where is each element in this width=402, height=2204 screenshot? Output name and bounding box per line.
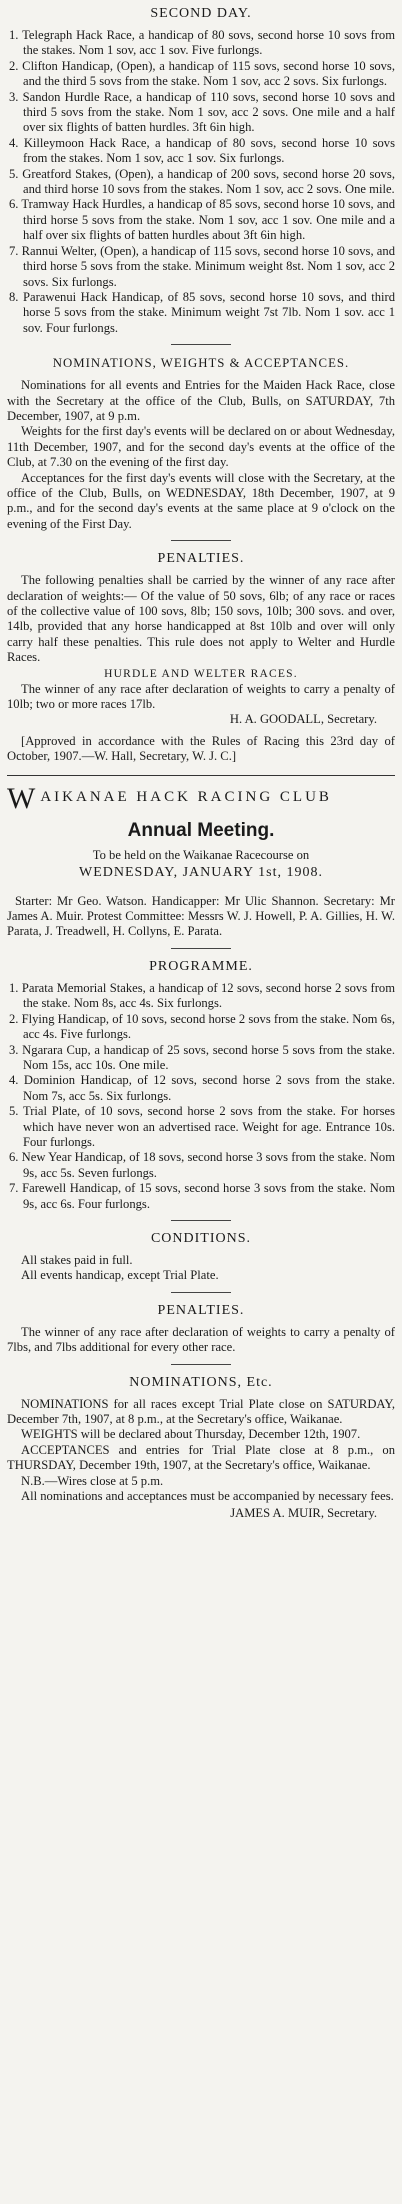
waikanae-penalties-text: The winner of any race after declaration of weights to carry a penalty of 7lbs, and 7lbs additional for every other race. [7,1324,395,1355]
programme-heading: PROGRAMME. [149,958,253,974]
muir-signature: JAMES A. MUIR, Secretary. [230,1506,377,1521]
race-item: 3. Sandon Hurdle Race, a handicap of 110 sovs, second horse 10 sovs and third 5 sovs from the stake. Nom 1 sov, acc 2 sovs. One mile and a half over six flights of batten hurdles. 3ft 6in high. [9,89,395,135]
nominations-paragraph: Nominations for all events and Entries for the Maiden Hack Race, close with the Secretary at the office of the Club, Bulls, on SATURDAY, 7th December, 1907, at 9 p.m. [7,378,395,423]
meeting-date: WEDNESDAY, JANUARY 1st, 1908. [79,865,323,881]
programme-item: 3. Ngarara Cup, a handicap of 25 sovs, second horse 5 sovs from the stake. Nom 15s, acc 10s. One mile. [9,1042,395,1072]
race-item: 2. Clifton Handicap, (Open), a handicap of 115 sovs, second horse 10 sovs, and the third 5 sovs from the stake. Nom 1 sov, acc 2 sovs. Six furlongs. [9,58,395,89]
second-day-heading: SECOND DAY. [150,6,252,21]
acceptances-close: ACCEPTANCES and entries for Trial Plate close at 8 p.m., on THURSDAY, December 19th, 1907, at the Secretary's office, Waikanae. [7,1442,395,1473]
programme-item: 2. Flying Handicap, of 10 sovs, second horse 2 sovs from the stake. Nom 6s, acc 4s. Five furlongs. [9,1011,395,1042]
conditions-heading: CONDITIONS. [150,1230,252,1246]
annual-meeting-title: Annual Meeting. [127,819,275,841]
waikanae-club-title [7,781,395,815]
programme-list [7,981,395,1212]
weights-paragraph: Weights for the first day's events will be declared on or about Wednesday, 11th December, 1907, and for the second day's events at the office of the Club, at 7.30 on the evening of the first day. [7,424,395,470]
race-item: 4. Killeymoon Hack Race, a handicap of 80 sovs, second horse 10 sovs from the stakes. Nom 1 sov, acc 1 sov. Six furlongs. [9,135,395,166]
advert-divider [7,775,395,776]
condition-line: All events handicap, except Trial Plate. [21,1268,219,1283]
hurdle-welter-subheading: HURDLE AND WELTER RACES. [104,667,298,680]
programme-item: 5. Trial Plate, of 10 sovs, second horse 2 sovs from the stake. For horses which have never won an advertised race. Weight for age. Entrance 10s. Four furlongs. [9,1104,395,1149]
waikanae-nominations-heading: NOMINATIONS, Etc. [129,1374,273,1390]
race-item: 7. Rannui Welter, (Open), a handicap of 115 sovs, second horse 10 sovs, and third horse 5 sovs from the stake. Minimum weight 8st. Nom 1 sov, acc 2 sovs. Six furlongs. [9,243,395,289]
drop-cap: W [7,781,39,815]
penalties-paragraph: The following penalties shall be carried by the winner of any race after declaration of weights:— Of the value of 50 sovs, 6lb; of any race or races of the collective value of 100 sovs, 8lb; 150 sovs, 10lb; 300 sovs. and over, 14lb, provided that any horse handicapped at 8st 10lb and over will only carry half these penalties. This rule does not apply to Welter and Hurdle Races. [7,573,395,665]
fees-note: All nominations and acceptances must be accompanied by necessary fees. [21,1489,394,1504]
section-divider [171,1220,231,1221]
programme-item: 4. Dominion Handicap, of 12 sovs, second horse 2 sovs from the stake. Nom 7s, acc 5s. Six furlongs. [9,1073,395,1103]
section-divider [171,540,231,541]
goodall-signature: H. A. GOODALL, Secretary. [229,712,377,727]
weights-declared: WEIGHTS will be declared about Thursday, December 12th, 1907. [21,1427,361,1442]
race-item: 8. Parawenui Hack Handicap, of 85 sovs, second horse 10 sovs, and third horse 5 sovs from the stake. Minimum weight 7st 7lb. Nom 1 sov. acc 1 sov. Four furlongs. [9,289,395,335]
nominations-heading: NOMINATIONS, WEIGHTS & ACCEPTANCES. [52,356,350,371]
waikanae-penalties-heading: PENALTIES. [157,1302,245,1318]
programme-item: 1. Parata Memorial Stakes, a handicap of 12 sovs, second horse 2 sovs from the stake. Nom 8s, acc 4s. Six furlongs. [9,980,395,1011]
nominations-close: NOMINATIONS for all races except Trial Plate close on SATURDAY, December 7th, 1907, at 8 p.m., at the Secretary's office, Waikanae. [7,1396,395,1426]
second-day-race-list [7,28,395,336]
section-divider [171,1364,231,1365]
wires-note: N.B.—Wires close at 5 p.m. [21,1473,164,1488]
club-name: AIKANAE HACK RACING CLUB [40,788,332,805]
race-item: 6. Tramway Hack Hurdles, a handicap of 85 sovs, second horse 10 sovs, and third horse 5 sovs from the stake. Nom 1 sov, acc 1 sov. One mile and a half over six flights of batten hurdles about 3ft 6in high. [9,197,395,243]
approval-note: [Approved in accordance with the Rules of Racing this 23rd day of October, 1907.—W. Hall, Secretary, W. J. C.] [7,733,395,764]
acceptances-paragraph: Acceptances for the first day's events will close with the Secretary, at the office of the Club, Bulls, on WEDNESDAY, 18th December, 1907, at 9 p.m., and for the second day's events at the same place at 9 o'clock on the evening of the First Day. [7,470,395,531]
race-item: 5. Greatford Stakes, (Open), a handicap of 200 sovs, second horse 20 sovs, and third horse 10 sovs from the stakes. Nom 1 sov, acc 2 sovs. One mile. [9,166,395,197]
hurdle-penalty-paragraph: The winner of any race after declaration of weights to carry a penalty of 10lb; two or more races 17lb. [7,681,395,712]
race-item: 1. Telegraph Hack Race, a handicap of 80 sovs, second horse 10 sovs from the stakes. Nom 1 sov, acc 1 sov. Five furlongs. [9,28,395,58]
programme-item: 7. Farewell Handicap, of 15 sovs, second horse 3 sovs from the stake. Nom 9s, acc 6s. Four furlongs. [9,1181,395,1211]
programme-item: 6. New Year Handicap, of 18 sovs, second horse 3 sovs from the stake. Nom 9s, acc 5s. Seven furlongs. [9,1150,395,1180]
penalties-heading: PENALTIES. [157,551,245,567]
section-divider [171,1292,231,1293]
condition-line: All stakes paid in full. [21,1252,133,1267]
section-divider [171,344,231,345]
venue-line: To be held on the Waikanae Racecourse on [92,847,310,862]
section-divider [171,948,231,949]
officials-list: Starter: Mr Geo. Watson. Handicapper: Mr Ulic Shannon. Secretary: Mr James A. Muir. Protest Committee: Messrs W. J. Howell, P. A. Gillies, H. W. Parata, J. Treadwell, H. Collyns, E. Parata. [7,893,395,939]
